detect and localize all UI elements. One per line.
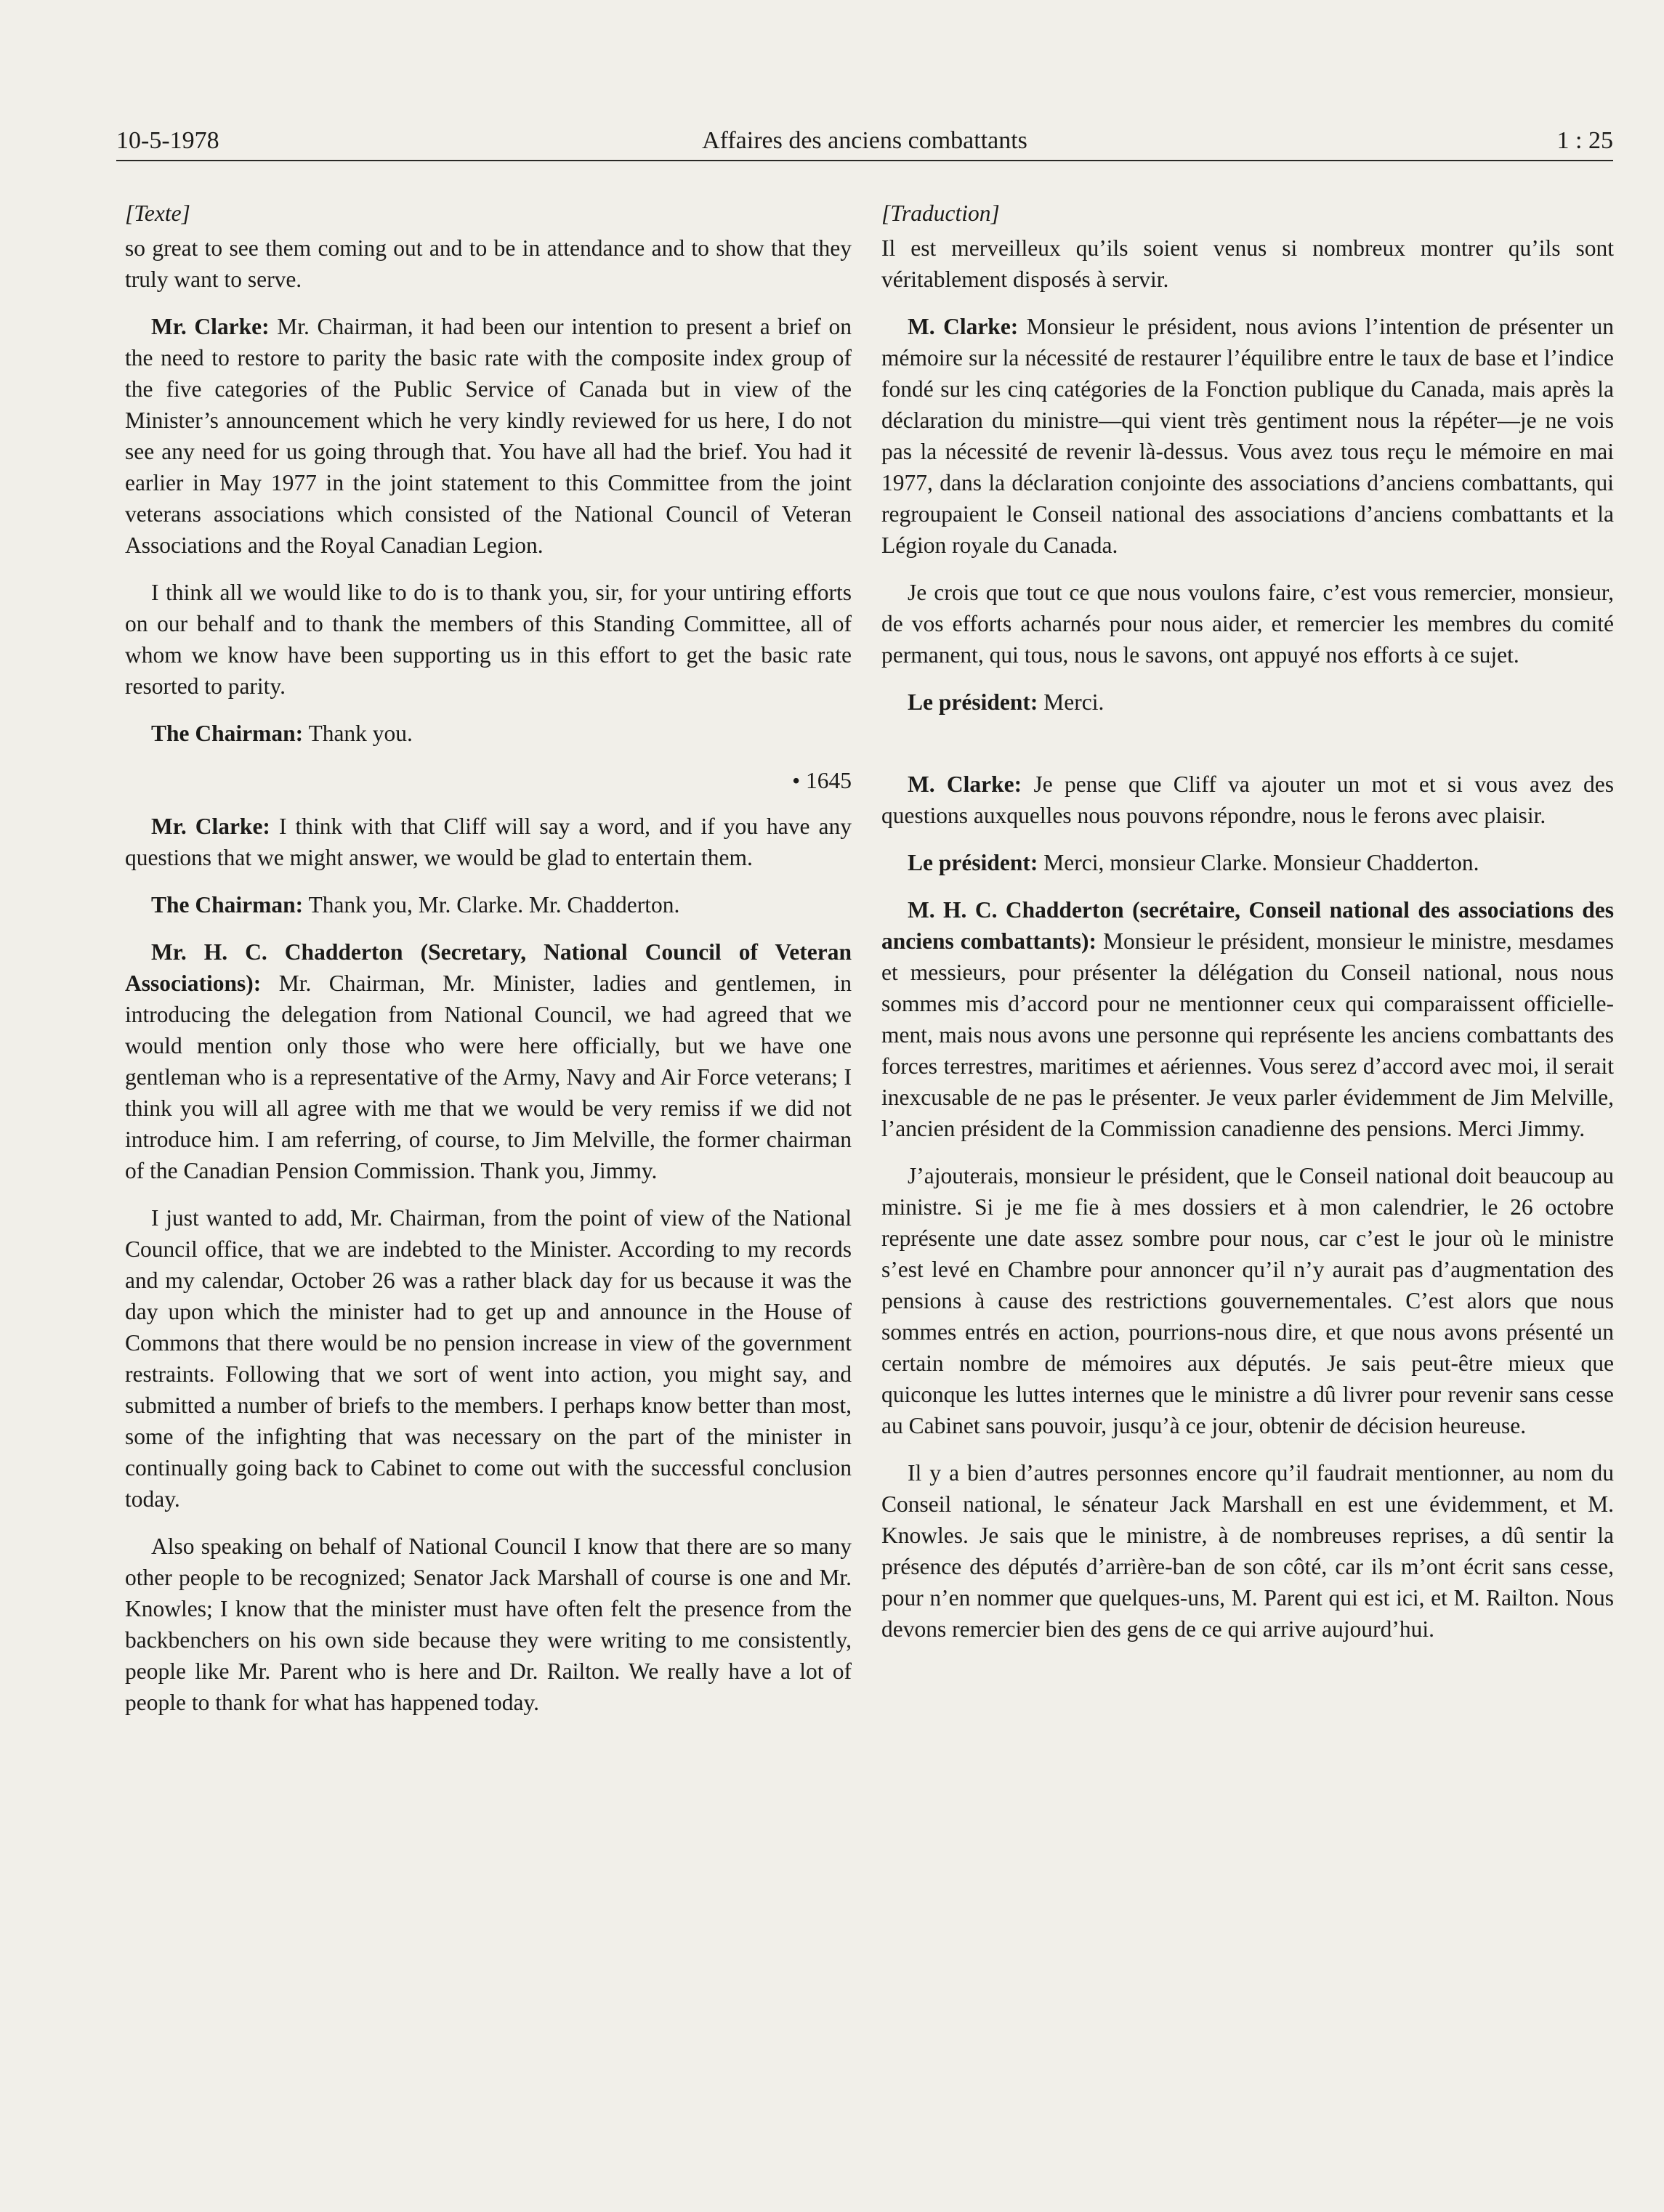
speech-text: I think with that Cliff will say a word, and if you have any questions that we might answer, we would be glad to entertain them.	[125, 814, 852, 870]
english-paragraph: so great to see them coming out and to be in attendance and to show that they truly want to serve.	[125, 235, 852, 292]
header-title: Affaires des anciens combattants	[702, 127, 1027, 154]
speech-text: Merci, monsieur Clarke. Monsieur Chadderton.	[1038, 850, 1479, 875]
english-paragraph	[125, 311, 852, 561]
speech-text: Mr. Chairman, it had been our intention to present a brief on the need to restore to parity the basic rate with the composite index group of the five categories of the Public Service of Canada but in view of the Minister’s announcement which he very kindly reviewed for us here, I do not see any need for us going through that. You have all had the brief. You had it earlier in May 1977 in the joint statement to this Committee from the joint veterans associations which consisted of the National Council of Veteran Associations and the Royal Canadian Legion.	[125, 314, 852, 558]
speaker-name: Le président:	[908, 850, 1038, 875]
english-paragraph: I think all we would like to do is to thank you, sir, for your untiring efforts on our behalf and to thank the members of this Standing Committee, all of whom we know have been supporting us in this effort to get the basic rate resorted to parity.	[125, 580, 852, 699]
speech-text: Merci.	[1038, 689, 1104, 715]
speech-text: Thank you.	[303, 721, 413, 746]
french-section-label: [Traduction]	[881, 200, 1000, 226]
speech-text: Monsieur le président, nous avions l’intention de présenter un mémoire sur la nécessité de restaurer l’équilibre entre le taux de base et l’indice fondé sur les cinq catégories de la Fonction publique du Canada, mais après la déclaration du ministre—qui vient très gentiment nous la répéter—je ne vois pas la nécessité de revenir là-dessus. Vous avez tous reçu le mémoire en mai 1977, dans la déclaration conjointe des associations d’anciens combattants, qui regroupaient le Conseil national des associations d’anciens combattants et la Légion royale du Canada.	[881, 314, 1615, 558]
speaker-name: Le président:	[908, 689, 1038, 715]
speaker-name: The Chairman:	[151, 892, 304, 917]
english-paragraph	[125, 811, 852, 873]
english-paragraph	[125, 718, 852, 749]
english-section-label: [Texte]	[125, 200, 190, 226]
speaker-name: Mr. H. C. Chadderton (Secretary, National Council of Veteran Associations):	[125, 939, 852, 996]
english-paragraph	[125, 936, 852, 1186]
speaker-name: M. Clarke:	[908, 314, 1019, 339]
speaker-name: M. H. C. Chadderton (secrétaire, Conseil national des associations des anciens combattants):	[881, 897, 1614, 954]
french-paragraph	[881, 894, 1614, 1144]
french-paragraph: J’ajouterais, monsieur le président, que le Conseil national doit beaucoup au ministre. Si je me fie à mes dossiers et à mon calendrier, le 26 octobre représente une date assez sombre pour nous, car c’est le jour où le ministre s’est levé en Chambre pour annoncer qu’il n’y aurait pas d’augmentation des pensions à cause des restrictions gouvernementales. C’est alors que nous sommes entrés en action, pourrions-nous dire, et que nous avons présenté un certain nombre de mémoires aux députés. Je sais peut-être mieux que quiconque les luttes internes que le ministre a dû livrer pour revenir sans cesse au Cabinet sans pouvoir, jusqu’à ce jour, obtenir de décision heureuse.	[881, 1163, 1614, 1438]
french-paragraph	[881, 769, 1614, 831]
header-date: 10-5-1978	[116, 127, 219, 154]
french-paragraph: Il y a bien d’autres personnes encore qu’il faudrait mentionner, au nom du Conseil national, le sénateur Jack Marshall en est une évidemment, et M. Knowles. Je sais que le ministre, à de nombreuses reprises, a dû sentir la présence des députés d’arrière-ban de son côté, car ils m’ont écrit sans cesse, pour n’en nommer que quelques-uns, M. Parent qui est ici, et M. Railton. Nous devons remercier bien des gens de ce qui arrive aujourd’hui.	[881, 1460, 1614, 1642]
english-paragraph: I just wanted to add, Mr. Chairman, from the point of view of the National Council office, that we are indebted to the Minister. According to my records and my calendar, October 26 was a rather black day for us because it was the day upon which the minister had to get up and announce in the House of Commons that there would be no pension increase in view of the government restraints. Following that we sort of went into action, you might say, and submitted a number of briefs to the members. I perhaps know better than most, some of the infighting that was necessary on the part of the minister in continually going back to Cabinet to come out with the successful conclusion today.	[125, 1205, 852, 1512]
english-paragraph: Also speaking on behalf of National Council I know that there are so many other people to be recognized; Senator Jack Marshall of course is one and Mr. Knowles; I know that the minister must have often felt the presence from the backbenchers on his own side because they were writing to me consistently, people like Mr. Parent who is here and Dr. Railton. We really have a lot of people to thank for what has happened today.	[125, 1534, 852, 1715]
spacer	[881, 734, 1614, 769]
speaker-name: M. Clarke:	[908, 771, 1022, 797]
french-paragraph	[881, 847, 1614, 878]
speech-text: Thank you, Mr. Clarke. Mr. Chadderton.	[303, 892, 680, 917]
french-paragraph: Je crois que tout ce que nous voulons faire, c’est vous remercier, monsieur, de vos efforts acharnés pour nous aider, et remercier les membres du comité permanent, qui tous, nous le savons, ont appuyé nos efforts à ce sujet.	[881, 580, 1614, 668]
speaker-name: The Chairman:	[151, 721, 304, 746]
english-column	[125, 196, 852, 1734]
page-header	[116, 122, 1613, 161]
french-paragraph	[881, 311, 1614, 561]
french-column	[881, 196, 1614, 1661]
header-page-number: 1 : 25	[1556, 127, 1613, 154]
french-paragraph	[881, 686, 1614, 718]
speech-text: Mr. Chairman, Mr. Minister, ladies and gentlemen, in introducing the delegation from National Council, we had agreed that we would mention only those who were here officially, but we have one gentleman who is a representative of the Army, Navy and Air Force veterans; I think you will all agree with me that we would be very remiss if we did not introduce him. I am referring, of course, to Jim Melville, the former chairman of the Canadian Pension Commission. Thank you, Jimmy.	[125, 971, 852, 1183]
french-paragraph: Il est merveilleux qu’ils soient venus si nombreux montrer qu’ils sont véritablement disposés à servir.	[881, 235, 1614, 292]
speaker-name: Mr. Clarke:	[151, 314, 270, 339]
speech-text: Monsieur le président, monsieur le ministre, mesdames et messieurs, pour présenter la délégation du Conseil national, nous nous sommes mis d’accord pour ne mentionner ceux qui comparaissent officiellement, mais nous avons une personne qui représente les anciens combattants des forces terrestres, maritimes et aériennes. Vous serez d’accord avec moi, il serait inexcusable de ne pas le présenter. Je veux parler évidemment de Jim Melville, l’ancien président de la Commission canadienne des pensions. Merci Jimmy.	[881, 928, 1614, 1141]
time-marker: • 1645	[792, 768, 852, 793]
speaker-name: Mr. Clarke:	[151, 814, 270, 839]
speech-text: Je pense que Cliff va ajouter un mot et si vous avez des questions auxquelles nous pouvons répondre, nous le ferons avec plaisir.	[881, 771, 1615, 828]
english-paragraph	[125, 889, 852, 920]
